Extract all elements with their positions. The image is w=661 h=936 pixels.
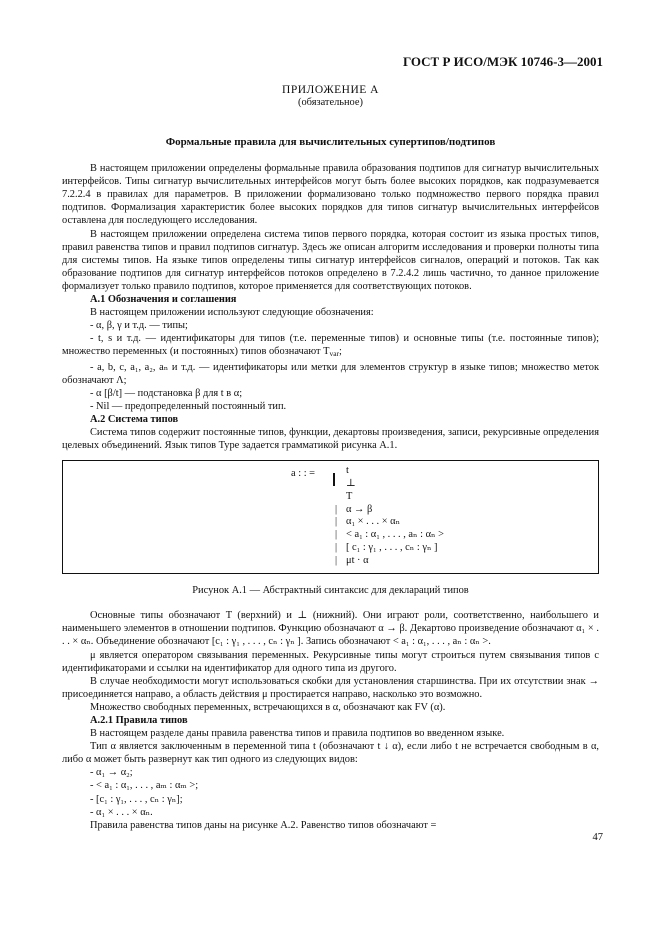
grammar-production: t <box>346 465 349 477</box>
document-header: ГОСТ Р ИСО/МЭК 10746-3—2001 <box>402 54 603 69</box>
list-item-text: - t, s и т.д. — идентификаторы для типов (т.е. переменные типов) и основные типы (т.е. постоянные типов); множество переменных (и постоянных) типов обозначают T <box>62 333 599 358</box>
paragraph-10: Тип α является заключенным в переменной типа t (обозначают t ↓ α), если либо t не встречается свободным в α, либо α может быть развернут как тип одного из следующих видов: <box>62 741 599 766</box>
paragraph-4: Система типов содержит постоянные типов, функции, декартовы произведения, записи, рекурсивные определения целевых объединений. Язык типов Type задается грамматикой рисунка А.1. <box>62 426 599 452</box>
grammar-production: ⊥ <box>346 477 356 489</box>
heading-a1: А.1 Обозначения и соглашения <box>90 294 237 306</box>
grammar-figure <box>62 460 599 574</box>
grammar-row <box>346 465 444 478</box>
list-item: - Nil — предопределенный постоянный тип. <box>90 400 287 412</box>
paragraph-8: Множество свободных переменных, встречающихся в α, обозначают как FV (α). <box>90 701 446 713</box>
grammar-production: < a₁ : α₁ , . . . , aₙ : αₙ > <box>346 529 445 541</box>
figure-caption: Рисунок А.1 — Абстрактный синтаксис для деклараций типов <box>192 585 469 597</box>
grammar-production: T <box>346 490 353 502</box>
grammar-separator: | <box>335 541 338 553</box>
grammar-lhs: a : : = <box>291 468 316 480</box>
paragraph-1: В настоящем приложении определены формальные правила образования подтипов для сигнатур вычислительных интерфейсов. Типы сигнатур вычислительных интерфейсов могут быть более высоких порядков, как подразумевается 7.2.2.4 в правилах для параметров. В приложении формализовано только подмножество первого порядка правил подтипов. Формализация характеристик более высоких порядков для типов сигнатур вычислительных интерфейсов оставлена для последующего исследования. <box>62 163 599 227</box>
list-item <box>62 332 599 360</box>
paragraph-11: Правила равенства типов даны на рисунке А.2. Равенство типов обозначают = <box>90 819 437 831</box>
heading-a2: А.2 Система типов <box>90 413 179 425</box>
list-item-end: ; <box>339 346 342 358</box>
grammar-row <box>335 529 445 542</box>
paragraph-3: В настоящем приложении используют следующие обозначения: <box>90 307 374 319</box>
list-item: - α, β, γ и т.д. — типы; <box>90 320 188 332</box>
appendix-subtitle: (обязательное) <box>298 97 363 108</box>
list-item: - α [β/t] — подстановка β для t в α; <box>90 387 243 399</box>
list-item: - [c₁ : γ₁, . . . , cₙ : γₙ]; <box>90 793 183 805</box>
grammar-separator: | <box>335 554 338 566</box>
paragraph-7: В случае необходимости могут использоваться скобки для установления старшинства. При их отсутствии знак → присоединяется направо, а область действия μ простирается направо, насколько это возможно. <box>62 675 599 700</box>
grammar-row <box>335 503 444 517</box>
list-item: - a, b, c, a₁, a₂, aₙ и т.д. — идентификаторы или метки для элементов структур в языке типов; множество меток обозначают Λ; <box>62 361 599 386</box>
grammar-separator: | <box>335 529 338 541</box>
grammar-separator: | <box>335 516 338 528</box>
list-item: - α₁ × . . . × αₙ. <box>90 806 153 818</box>
heading-a21: А.2.1 Правила типов <box>90 715 188 726</box>
grammar-row <box>335 516 444 529</box>
grammar-row <box>346 491 444 504</box>
grammar-row <box>346 478 444 491</box>
grammar-production: α₁ × . . . × αₙ <box>346 516 401 528</box>
grammar-production: μt · α <box>346 554 369 566</box>
section-title: Формальные правила для вычислительных супертипов/подтипов <box>165 136 496 148</box>
paragraph-9: В настоящем разделе даны правила равенства типов и правила подтипов во введенном языке. <box>90 728 505 740</box>
grammar-production: [ c₁ : γ₁ , . . . , cₙ : γₙ ] <box>346 541 438 553</box>
list-item: - α₁ → α₂; <box>90 767 133 779</box>
page-number: 47 <box>592 832 603 843</box>
grammar-production: α → β <box>346 503 373 515</box>
paragraph-2: В настоящем приложении определена система типов первого порядка, которая состоит из языка простых типов, правил равенства типов и правил подтипов сигнатур. Здесь же описан алгоритм исследования и проверки полноты типа для системы типов. На языке типов определены типы сигнатур интерфейсов сигналов, операций и потоков. Так как образование подтипов для сигнатур интерфейсов потоков определено в 7.2.4.2 лишь частично, то данное приложение формализует только правило подтипов, которое применяется для соответствующих потоков. <box>62 228 599 292</box>
grammar-row <box>335 554 444 568</box>
subscript-var: var <box>329 349 340 359</box>
grammar-row <box>335 541 444 555</box>
list-item: - < a₁ : α₁, . . . , aₘ : αₘ >; <box>90 780 199 792</box>
appendix-title: ПРИЛОЖЕНИЕ А <box>282 84 379 96</box>
page-content <box>62 84 599 832</box>
grammar-rows <box>335 465 445 567</box>
grammar-separator: | <box>335 503 338 515</box>
grammar-bar <box>333 473 335 486</box>
paragraph-5: Основные типы обозначают T (верхний) и ⊥ (нижний). Они играют роли, соответственно, наибольшего и наименьшего элементов в отношении подтипов. Функцию обозначают α → β. Декартово произведение обозначают α₁ × . . . × αₙ. Объединение обозначают [c₁ : γ₁ , . . . , cₙ : γₙ ]. Запись обозначают < a₁ : α₁, . . . , aₙ : αₙ >. <box>62 610 599 648</box>
paragraph-6: μ является оператором связывания переменных. Рекурсивные типы могут строиться путем связывания типов с идентификаторами и ссылки на идентификатор для одного типа из другого. <box>62 649 599 674</box>
